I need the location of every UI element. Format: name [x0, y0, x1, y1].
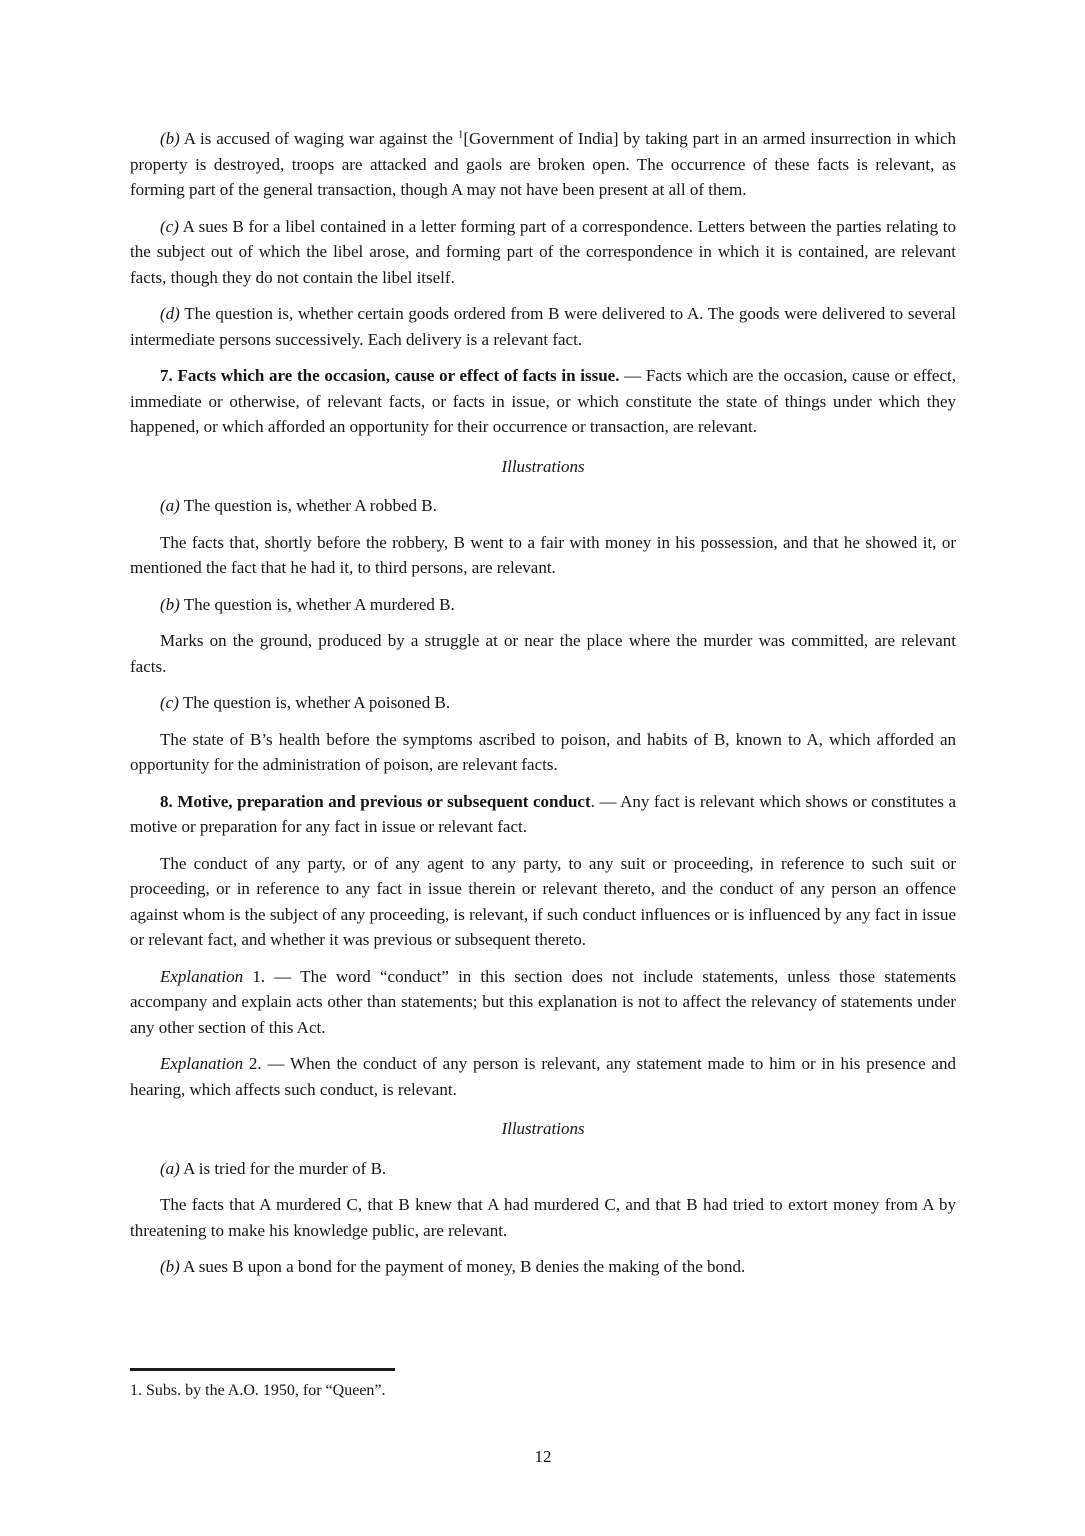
illustration-item-a [130, 493, 956, 519]
section-7-paragraph [130, 363, 956, 440]
explanation-lead: Explanation [160, 966, 244, 986]
text-segment: [Government of India] by taking part in an armed insurrection in which property is destroyed, troops are attacked and gaols are broken open. The occurrence of these facts is relevant, as forming part of the general transaction, though A may not have been present at all of them. [130, 129, 956, 199]
text-segment: A is accused of waging war against the [179, 129, 458, 148]
text-segment: The question is, whether A murdered B. [179, 594, 455, 614]
text-segment: A is tried for the murder of B. [179, 1158, 387, 1178]
text-segment: The question is, whether A robbed B. [179, 496, 437, 515]
text-segment: 1. — The word “conduct” in this section does not include statements, unless those statements accompany and explain acts other than statements; but this explanation is not to affect the relevancy of statements under any other section of this Act. [130, 966, 956, 1037]
text-segment: The question is, whether certain goods ordered from B were delivered to A. The goods were delivered to several intermediate persons successively. Each delivery is a relevant fact. [130, 304, 956, 349]
text-segment: 2. — When the conduct of any person is relevant, any statement made to him or in his presence and hearing, which affects such conduct, is relevant. [130, 1054, 956, 1099]
section-8-body-paragraph: The conduct of any party, or of any agent to any party, to any suit or proceeding, in reference to such suit or proceeding, or in reference to any fact in issue therein or relevant thereto, and the conduct of any person an offence against whom is the subject of any proceeding, is relevant, if such conduct influences or is influenced by any fact in issue or relevant fact, and whether it was previous or subsequent thereto. [130, 853, 956, 949]
item-marker: (b) [160, 129, 180, 148]
footnote-reference-1: 1 [457, 128, 464, 141]
illustrations-heading: Illustrations [501, 1119, 585, 1138]
item-marker: (b) [160, 594, 180, 614]
illustration-item-d [130, 301, 956, 352]
section-heading: 7. Facts which are the occasion, cause or effect of facts in issue. [160, 366, 620, 385]
item-marker: (c) [160, 216, 179, 236]
footnote-separator-rule [130, 1368, 395, 1371]
illustration-body: The state of B’s health before the symptoms ascribed to poison, and habits of B, known to A, which afforded an opportunity for the administration of poison, are relevant facts. [130, 729, 956, 774]
item-marker: (a) [160, 1158, 180, 1178]
page-content [130, 126, 956, 1291]
illustration-item-b [130, 126, 956, 203]
illustrations-heading: Illustrations [501, 456, 585, 476]
footnote-text: 1. Subs. by the A.O. 1950, for “Queen”. [130, 1382, 386, 1399]
text-segment: — Facts which are the occasion, cause or effect, immediate or otherwise, of relevant facts, or facts in issue, or which constitute the state of things under which they happened, or which afforded an opportunity for their occurrence or transaction, are relevant. [130, 366, 956, 436]
text-segment: . — Any fact is relevant which shows or constitutes a motive or preparation for any fact in issue or relevant fact. [130, 791, 956, 836]
illustration-item-c2 [130, 690, 956, 716]
page-number: 12 [534, 1447, 552, 1466]
illustration-item-c [130, 214, 956, 291]
item-marker: (d) [160, 304, 180, 323]
text-segment: A sues B upon a bond for the payment of money, B denies the making of the bond. [179, 1257, 746, 1276]
explanation-1-paragraph [130, 964, 956, 1041]
illustration-body: Marks on the ground, produced by a struggle at or near the place where the murder was committed, are relevant facts. [130, 631, 956, 676]
item-marker: (a) [160, 496, 180, 515]
illustration-item-a2 [130, 1156, 956, 1182]
illustration-item-b3 [130, 1254, 956, 1280]
section-8-paragraph [130, 789, 956, 840]
item-marker: (b) [160, 1257, 180, 1276]
footnote-block [130, 1368, 956, 1402]
text-segment: A sues B for a libel contained in a letter forming part of a correspondence. Letters between the parties relating to the subject out of which the libel arose, and forming part of the correspondence in which it is contained, are relevant facts, though they do not contain the libel itself. [130, 216, 956, 287]
explanation-2-paragraph [130, 1051, 956, 1102]
section-heading: 8. Motive, preparation and previous or subsequent conduct [160, 791, 591, 811]
illustration-body: The facts that, shortly before the robbery, B went to a fair with money in his possession, and that he showed it, or mentioned the fact that he had it, to third persons, are relevant. [130, 532, 956, 577]
item-marker: (c) [160, 693, 179, 712]
illustration-body: The facts that A murdered C, that B knew that A had murdered C, and that B had tried to extort money from A by threatening to make his knowledge public, are relevant. [130, 1195, 956, 1240]
explanation-lead: Explanation [160, 1054, 244, 1073]
illustration-item-b2 [130, 592, 956, 618]
text-segment: The question is, whether A poisoned B. [178, 693, 451, 712]
